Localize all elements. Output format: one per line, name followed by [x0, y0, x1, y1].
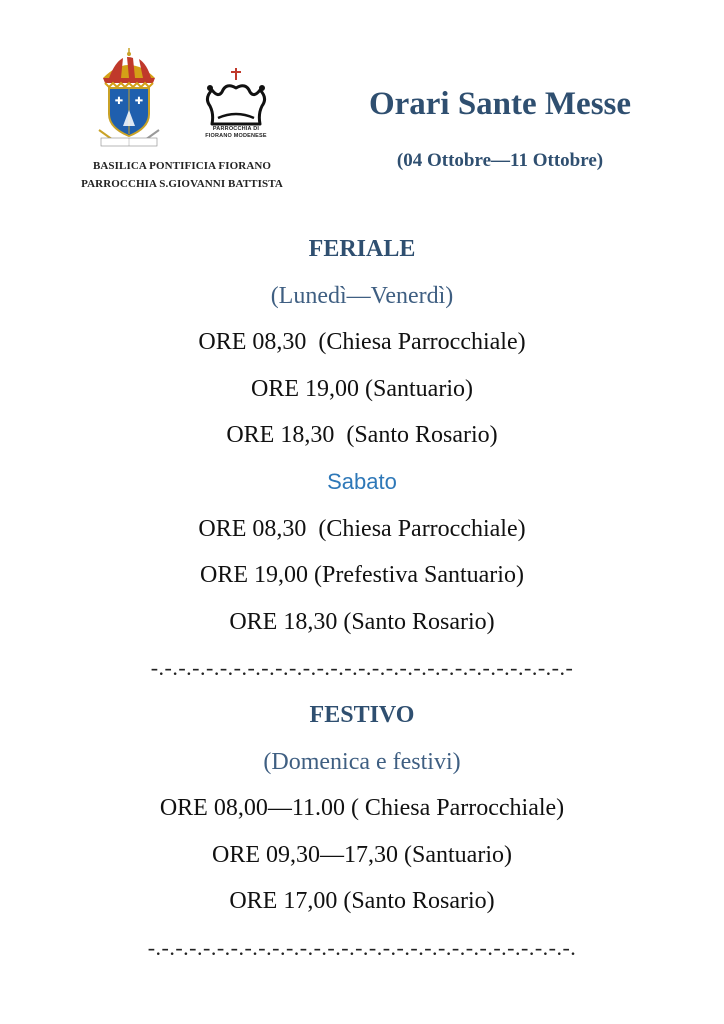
section-divider: -.-.-.-.-.-.-.-.-.-.-.-.-.-.-.-.-.-.-.-.-.-.-.-.-.-.-.-.-.-.-: [150, 655, 574, 681]
parish-logo-caption-line-2: FIORANO MODENESE: [205, 133, 267, 139]
festivo-heading: FESTIVO: [309, 701, 415, 728]
sabato-time-row: ORE 19,00 (Prefestiva Santuario): [200, 562, 524, 589]
sabato-subheading: Sabato: [327, 468, 397, 494]
festivo-time-row: ORE 17,00 (Santo Rosario): [229, 888, 495, 915]
date-range: (04 Ottobre—11 Ottobre): [396, 150, 604, 171]
festivo-subheading: (Domenica e festivi): [263, 748, 461, 775]
feriale-subheading: (Lunedì—Venerdì): [270, 282, 454, 309]
document-header: [0, 0, 724, 210]
sabato-time-row: ORE 08,30 (Chiesa Parrocchiale): [198, 515, 526, 542]
basilica-crest-icon: [95, 48, 163, 148]
feriale-time-row: ORE 18,30 (Santo Rosario): [226, 422, 498, 449]
feriale-heading: FERIALE: [308, 236, 416, 262]
svg-text:✚: ✚: [114, 96, 124, 107]
organization-name: BASILICA PONTIFICIA FIORANO: [92, 160, 272, 172]
festivo-time-row: ORE 08,00—11.00 ( Chiesa Parrocchiale): [159, 795, 565, 822]
parish-logo-caption-line-1: PARROCCHIA DI: [212, 126, 260, 132]
festivo-time-row: ORE 09,30—17,30 (Santuario): [212, 841, 512, 868]
parish-name: PARROCCHIA S.GIOVANNI BATTISTA: [81, 178, 283, 190]
page-title: Orari Sante Messe: [368, 86, 632, 122]
svg-text:✚: ✚: [134, 96, 144, 107]
parish-logo-caption: [196, 126, 276, 140]
mass-schedule: [0, 226, 724, 972]
feriale-time-row: ORE 08,30 (Chiesa Parrocchiale): [198, 329, 526, 356]
sabato-time-row: ORE 18,30 (Santo Rosario): [229, 608, 495, 635]
section-divider: -.-.-.-.-.-.-.-.-.-.-.-.-.-.-.-.-.-.-.-.-.-.-.-.-.-.-.-.-.-.-.: [147, 934, 577, 960]
feriale-time-row: ORE 19,00 (Santuario): [251, 375, 473, 402]
